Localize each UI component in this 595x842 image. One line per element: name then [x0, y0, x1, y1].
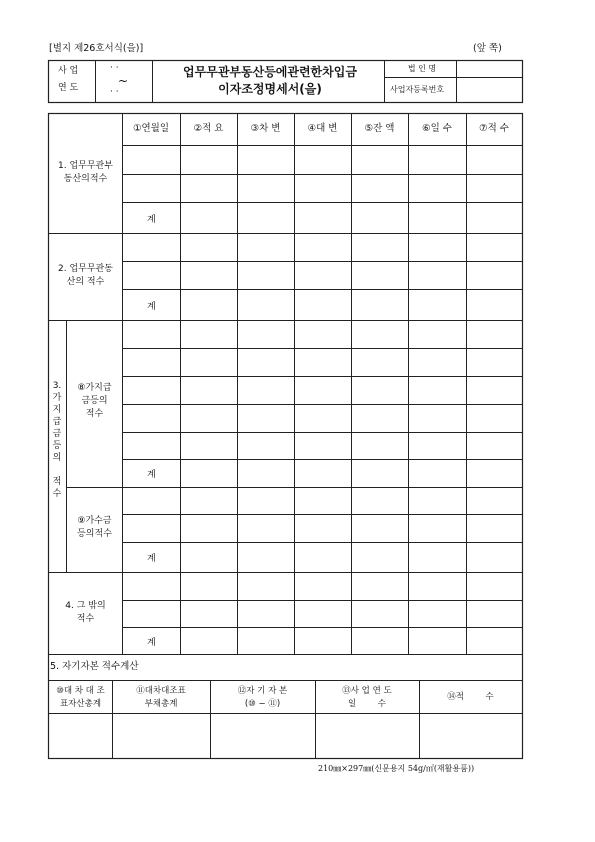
section-1-total-label: 계	[147, 215, 156, 225]
section-5-col-assets: ⑩대 차 대 조 표자산총계	[56, 686, 105, 709]
title-line-1: 업무무관부동산등에관련한차입금	[183, 65, 357, 79]
col-header-days: ⑥일 수	[422, 123, 452, 134]
form-number: [별지 제26호서식(을)]	[49, 43, 144, 54]
section-3a-label: ⑧가지급 금등의 적수	[77, 383, 112, 419]
period-end-dots: · ·	[110, 87, 119, 97]
period-tilde: ~	[118, 74, 129, 88]
year-label-1: 사 업	[58, 66, 79, 76]
section-4-label: 4. 그 밖의 적수	[65, 601, 106, 624]
section-5-title: 5. 자기자본 적수계산	[50, 661, 139, 672]
title-line-2: 이자조정명세서(을)	[218, 82, 322, 96]
section-1-label: 1. 업무무관부 동산의적수	[58, 161, 113, 184]
corp-name-label: 법 인 명	[407, 64, 437, 73]
section-2-label: 2. 업무무관동 산의 적수	[58, 264, 113, 287]
col-header-product: ⑦적 수	[479, 123, 509, 134]
corp-name-field[interactable]	[458, 62, 520, 76]
section-5-col-days: ⑬사 업 연 도 일 수	[342, 686, 392, 709]
section-3a-total-label: 계	[147, 470, 156, 480]
col-header-summary: ②적 요	[193, 123, 224, 134]
section-5-col-liabilities: ⑪대차대조표 부채총계	[136, 686, 186, 709]
section-3-label: 3. 가 지 급 금 등 의 적 수	[52, 381, 62, 499]
col-header-date: ①연월일	[132, 123, 170, 134]
col-header-debit: ③차 변	[250, 123, 281, 134]
section-2-total-label: 계	[147, 302, 156, 312]
biz-no-label: 사업자등록번호	[390, 85, 445, 94]
section-5-col-product: ⑭적 수	[447, 692, 494, 702]
col-header-balance: ⑤잔 액	[364, 123, 395, 134]
biz-no-field[interactable]	[458, 80, 520, 100]
page-side-label: (앞 쪽)	[473, 43, 502, 54]
col-header-credit: ④대 변	[307, 123, 338, 134]
section-3b-label: ⑨가수금 등의적수	[77, 516, 112, 539]
period-start-dots: · ·	[110, 63, 119, 73]
year-label-2: 연 도	[58, 83, 79, 93]
paper-spec: 210㎜×297㎜(신문용지 54g/㎡(재활용품))	[318, 764, 475, 773]
section-5-col-equity: ⑫자 기 자 본 (⑩ − ⑪)	[237, 686, 288, 709]
section-4-total-label: 계	[147, 638, 156, 648]
section-3b-total-label: 계	[147, 554, 156, 564]
